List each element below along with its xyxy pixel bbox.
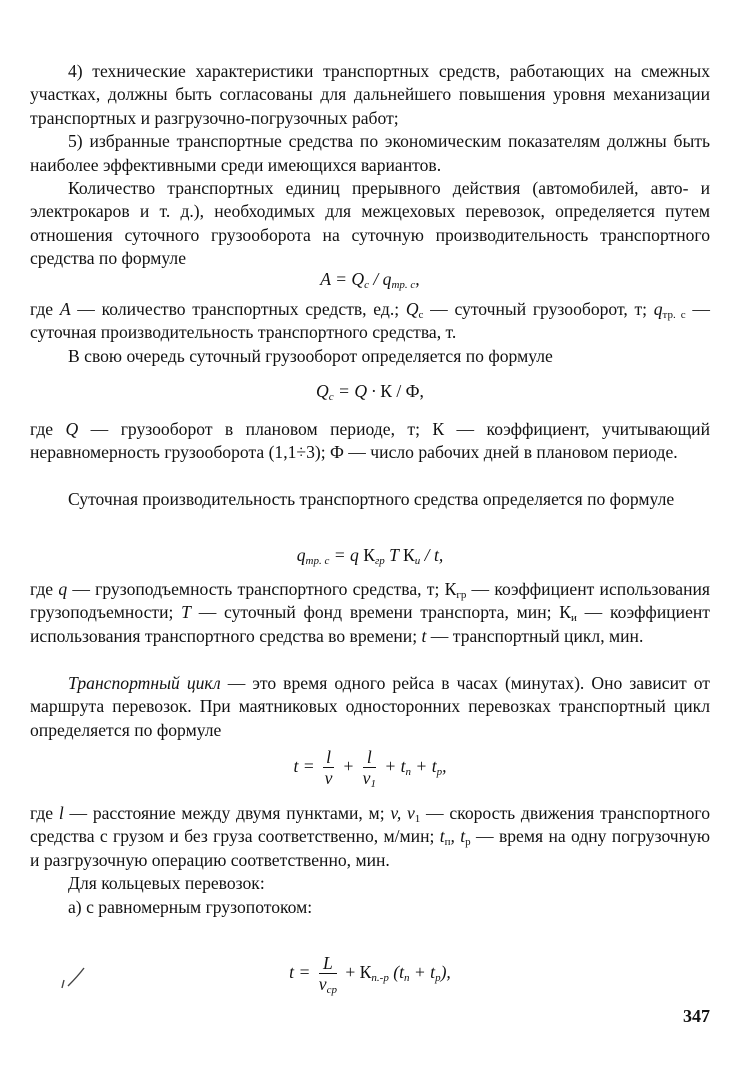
text-run: l (58, 803, 64, 823)
text-run: — транспортный цикл, мин. (426, 625, 644, 646)
fraction-denominator (318, 974, 337, 997)
text-sub: с (418, 309, 424, 321)
text-block-4 (30, 488, 710, 511)
fraction-denominator (362, 768, 376, 791)
formula-3-part: T (384, 545, 404, 565)
text-run: — суточный грузооборот, т; (423, 299, 654, 319)
formula-4 (30, 744, 710, 791)
paragraph-legend-4 (30, 802, 710, 872)
formula-4-fraction-2 (362, 747, 376, 791)
formula-4-fraction-1 (323, 747, 334, 788)
formula-4-sub: р (436, 766, 443, 778)
formula-1-part: / q (368, 269, 392, 289)
text-run: — суточный фонд времени транспорта, мин; К (190, 602, 571, 623)
text-run: T (181, 602, 191, 623)
formula-5-part: (t (388, 962, 404, 982)
text-run: где (30, 419, 66, 439)
text-run: A (59, 299, 71, 319)
fraction-numerator: L (319, 953, 337, 974)
paragraph-item-4: 4) технические характеристики транспортных средств, работающих на смежных участках, должны быть согласованы для дальнейшего повышения уровня механизации транспортных и разгрузочно-погрузочных работ; (30, 61, 710, 128)
paragraph-legend-3 (30, 578, 710, 648)
paragraph-productivity-intro: Суточная производительность транспортного средства определяется по формуле (68, 489, 675, 509)
fraction-denominator-sub: ср (326, 984, 337, 997)
formula-2-part: К / Ф, (380, 381, 424, 401)
text-sub: 1 (414, 813, 421, 825)
text-sub: р (465, 836, 471, 849)
text-run: q (653, 299, 663, 319)
text-sub: и (571, 612, 577, 625)
formula-5-part: + К (345, 962, 372, 982)
formula-4-sub: п (405, 766, 412, 778)
text-run: Q (405, 299, 419, 319)
paragraph-ring-transport: Для кольцевых перевозок: (68, 873, 265, 894)
formula-2 (30, 380, 710, 403)
formula-2-part: Q (316, 381, 329, 401)
formula-5-part: ), (440, 962, 451, 982)
text-sub: п (444, 836, 451, 849)
formula-3-part: = q (329, 545, 364, 565)
formula-1-sub: с (364, 279, 369, 291)
formula-5-part: + t (409, 962, 436, 982)
formula-5-sub: п.-р (371, 972, 389, 984)
text-sub: гр (456, 589, 467, 601)
formula-1-part: , (415, 269, 420, 289)
text-run: где (30, 803, 59, 823)
formula-5-fraction (318, 953, 337, 997)
formula-4-part: , (442, 756, 447, 776)
text-run: — время на одну погрузочную и разгрузочную операцию соответственно, мин. (30, 826, 710, 870)
fraction-denominator-var: v (362, 768, 371, 789)
formula-4-part: + t (384, 756, 406, 776)
text-run: — грузооборот в плановом периоде, т; К — коэффициент, учитывающий неравномерность грузооборота (1,1÷3); Ф — число рабочих дней в плановом периоде. (30, 419, 711, 463)
formula-5 (30, 950, 710, 997)
formula-3-part: К (403, 545, 415, 565)
margin-mark (58, 962, 88, 992)
formula-4-part: + t (411, 756, 437, 776)
formula-5-sub: р (435, 972, 441, 984)
fraction-denominator-sub: 1 (370, 778, 376, 791)
formula-3-sub: тр. с (305, 555, 330, 567)
paragraph-legend-2 (30, 418, 710, 465)
formula-4-part: t = (293, 756, 315, 776)
formula-3-part: q (296, 545, 306, 565)
text-run: q (58, 579, 68, 599)
text-block-6 (30, 672, 710, 742)
formula-3-part: / t, (420, 545, 444, 565)
text-run: — это время одного рейса в часах (минутах). Оно зависит от маршрута перевозок. При маятниковых односторонних перевозках транспортный цикл определяется по формуле (30, 673, 710, 740)
text-block-1 (30, 60, 710, 271)
text-block-5 (30, 578, 710, 648)
page-number: 347 (683, 1006, 710, 1026)
text-run: t (421, 625, 427, 646)
formula-5-sub: п (404, 972, 410, 984)
text-run: , t (450, 826, 466, 847)
text-run: — коэффициент использования грузоподъемности; (30, 579, 711, 623)
formula-1 (30, 268, 710, 291)
formula-3-sub: и (414, 555, 421, 567)
text-run: где (30, 579, 59, 599)
text-run: где (30, 299, 60, 319)
formula-1-sub: тр. с (391, 279, 416, 291)
text-run: Q (65, 419, 79, 439)
text-run: — суточная производительность транспортного средства, т. (30, 299, 710, 343)
fraction-denominator-var: v (318, 974, 327, 995)
paragraph-legend-1 (30, 298, 710, 345)
text-block-2 (30, 298, 710, 368)
formula-5-part: t = (289, 962, 311, 982)
text-run: — скорость движения транспортного средства с грузом и без груза соответственно, м/мин; (30, 803, 710, 847)
text-run: v, v (390, 803, 415, 823)
formula-4-part: + (342, 756, 355, 776)
text-run: — грузоподъемность транспортного средства, т; К (67, 579, 457, 599)
formula-3 (30, 544, 710, 567)
text-run: — коэффициент использования транспортного средства во времени; (30, 602, 710, 646)
formula-3-sub: гр (374, 555, 385, 567)
text-run: — количество транспортных средств, ед.; (70, 299, 406, 319)
formula-1-part: A = Q (320, 269, 365, 289)
formula-3-part: К (363, 545, 375, 565)
text-run: t (439, 826, 445, 847)
paragraph-count-intro: Количество транспортных единиц прерывного действия (автомобилей, авто- и электрокаров и т. д.), необходимых для межцеховых перевозок, определяется путем отношения суточного грузооборота на суточную производительность транспортного средства по формуле (30, 178, 710, 269)
fraction-denominator: v (324, 768, 333, 789)
text-sub: тр. с (662, 309, 686, 321)
paragraph-daily-turnover: В свою очередь суточный грузооборот определяется по формуле (68, 345, 553, 366)
text-run: — расстояние между двумя пунктами, м; (63, 803, 391, 823)
paragraph-transport-cycle (30, 672, 710, 742)
fraction-numerator: l (363, 747, 376, 768)
text-block-3 (30, 418, 710, 465)
formula-2-part: = Q · (333, 381, 381, 401)
paragraph-item-5: 5) избранные транспортные средства по экономическим показателям должны быть наиболее эффективными среди имеющихся вариантов. (30, 131, 710, 175)
formula-2-sub: с (328, 391, 334, 403)
term-transport-cycle: Транспортный цикл (68, 673, 221, 693)
paragraph-uniform-flow: а) с равномерным грузопотоком: (68, 896, 313, 917)
text-block-7 (30, 802, 710, 919)
fraction-numerator: l (323, 747, 334, 768)
